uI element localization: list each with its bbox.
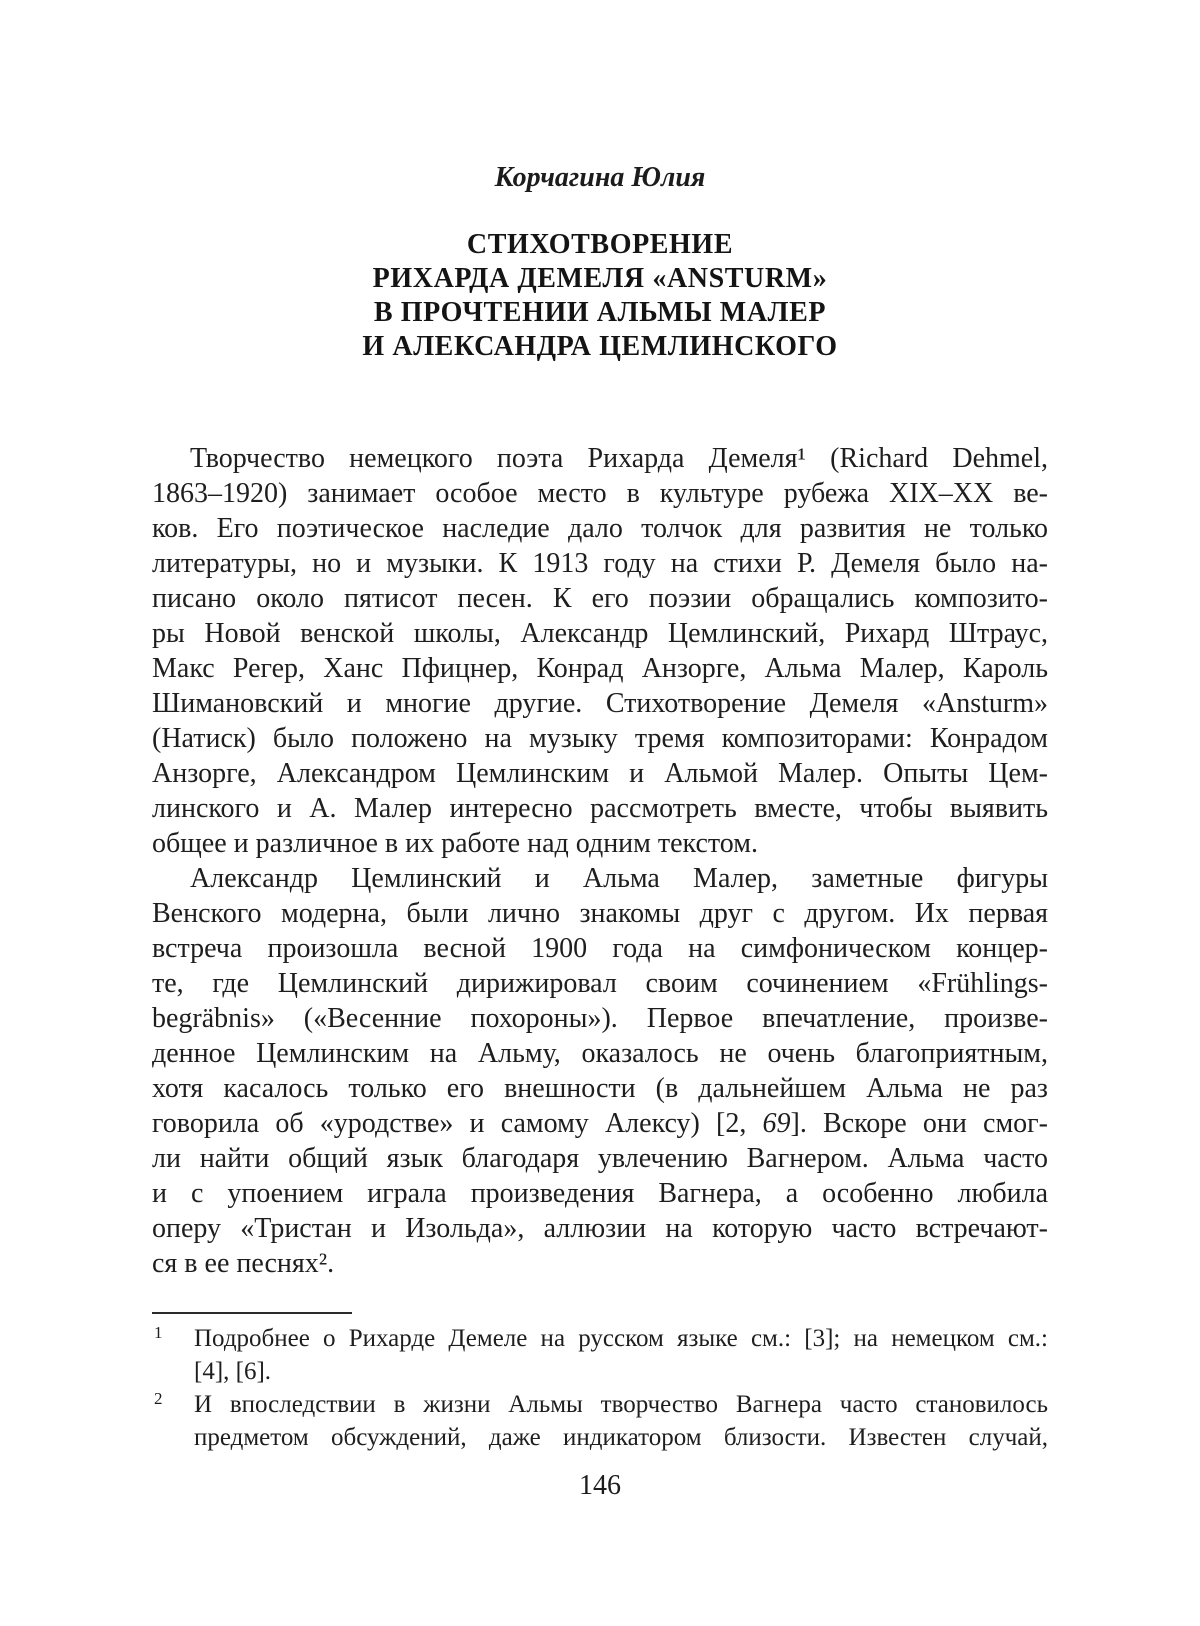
text-line: [4], [6]. — [194, 1358, 272, 1385]
text-line: begräbnis» («Весенние похороны»). Первое впечатление, произве- — [152, 1003, 1048, 1034]
text-line: Шимановский и многие другие. Стихотворение Демеля «Ansturm» — [152, 688, 1048, 719]
text-line: и с упоением играла произведения Вагнера, а особенно любила — [152, 1178, 1048, 1209]
text-line: 1863–1920) занимает особое место в культуре рубежа XIX–XX ве- — [152, 478, 1048, 509]
text-line: ры Новой венской школы, Александр Цемлинский, Рихард Штраус, — [152, 618, 1048, 649]
italic-page-ref: 69 — [762, 1108, 791, 1139]
title-line-2: РИХАРДА ДЕМЕЛЯ «ANSTURM» — [372, 263, 828, 294]
page-number: 146 — [579, 1470, 621, 1501]
footnote-marker: 1 — [154, 1323, 163, 1342]
article-body — [152, 441, 1048, 1281]
text-line: ся в ее песнях². — [152, 1248, 335, 1279]
text-line: Подробнее о Рихарде Демеле на русском языке см.: [3]; на немецком см.: — [194, 1325, 1048, 1352]
footnote-marker: 2 — [154, 1389, 163, 1408]
title-line-1: СТИХОТВОРЕНИЕ — [466, 229, 734, 260]
text-line: И впоследствии в жизни Альмы творчество Вагнера часто становилось — [194, 1391, 1048, 1418]
text-line: литературы, но и музыки. К 1913 году на стихи Р. Демеля было на- — [152, 548, 1048, 579]
text-line: Творчество немецкого поэта Рихарда Демеля¹ (Richard Dehmel, — [190, 443, 1048, 474]
footnote — [152, 1388, 1048, 1454]
text-line: Венского модерна, были лично знакомы друг с другом. Их первая — [152, 898, 1048, 929]
text-line: Александр Цемлинский и Альма Малер, заметные фигуры — [190, 863, 1048, 894]
text-line: Анзорге, Александром Цемлинским и Альмой Малер. Опыты Цем- — [152, 758, 1048, 789]
title-line-3: В ПРОЧТЕНИИ АЛЬМЫ МАЛЕР — [373, 297, 827, 328]
title-line-4: И АЛЕКСАНДРА ЦЕМЛИНСКОГО — [362, 331, 838, 362]
footnote — [152, 1322, 1048, 1388]
footnotes — [152, 1322, 1048, 1454]
text-line: оперу «Тристан и Изольда», аллюзии на которую часто встречают- — [152, 1213, 1048, 1244]
author-name: Корчагина Юлия — [494, 162, 706, 193]
text-run: ]. Вскоре они смог- — [790, 1108, 1048, 1139]
footnote-separator-rule — [152, 1312, 352, 1314]
paragraph — [152, 861, 1048, 1281]
paragraph — [152, 441, 1048, 861]
text-line: писано около пятисот песен. К его поэзии обращались композито- — [152, 583, 1048, 614]
text-line: ков. Его поэтическое наследие дало толчок для развития не только — [152, 513, 1048, 544]
text-line: те, где Цемлинский дирижировал своим сочинением «Frühlings- — [152, 968, 1048, 999]
text-line: ли найти общий язык благодаря увлечению Вагнером. Альма часто — [152, 1143, 1048, 1174]
text-line: хотя касалось только его внешности (в дальнейшем Альма не раз — [152, 1073, 1048, 1104]
text-line: денное Цемлинским на Альму, оказалось не очень благоприятным, — [152, 1038, 1048, 1069]
text-run: говорила об «уродстве» и самому Алексу) [2, — [152, 1108, 763, 1139]
text-line: общее и различное в их работе над одним текстом. — [152, 828, 758, 859]
text-line: Макс Регер, Ханс Пфицнер, Конрад Анзорге, Альма Малер, Кароль — [152, 653, 1048, 684]
text-line: линского и А. Малер интересно рассмотреть вместе, чтобы выявить — [152, 793, 1048, 824]
article-title — [152, 228, 1048, 364]
text-line — [152, 1106, 1048, 1141]
text-line: предметом обсуждений, даже индикатором близости. Известен случай, — [194, 1424, 1048, 1451]
text-line: встреча произошла весной 1900 года на симфоническом концер- — [152, 933, 1048, 964]
text-line: (Натиск) было положено на музыку тремя композиторами: Конрадом — [152, 723, 1048, 754]
